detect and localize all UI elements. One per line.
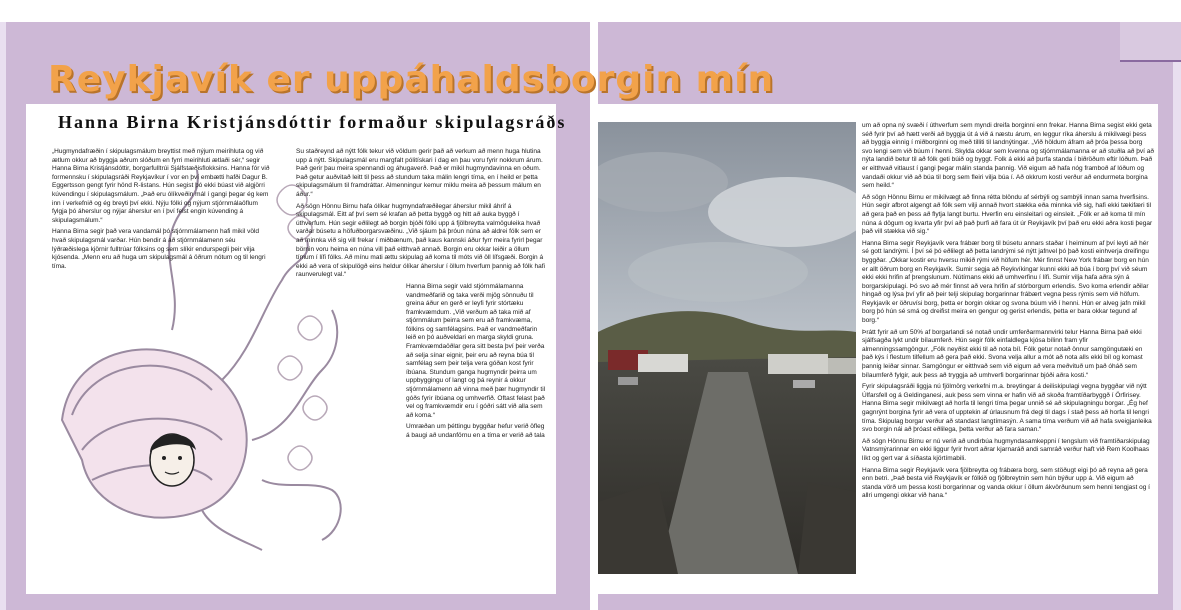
- paragraph: Su staðreynd að nýtt fólk tekur við völdum gerir það að verkum að menn huga hlutina upp á nýtt. Skipulagsmál eru margfalt pólitískari í dag en þau voru fyrir nokkrum árum. Það gerir þau meira spennandi og áhugaverð. Það er mikil hugmyndavinna en oðum. Það getur auðvitað leitt til þess að stundum taka málin lengri tíma, en í heild er þetta skipulagsmálum til framdráttar. Almenningur kemur miklu meira að þessum málum en áður.“: [296, 148, 543, 198]
- text-column-left-1: [52, 148, 274, 298]
- text-column-left-2: [296, 148, 546, 568]
- paragraph: „Hugmyndafræðin í skipulagsmálum breyttist með nýjum meirihluta og við ætlum okkur að byggja aðrum slóðum en fyrri meirihluti ætlaði sér,“ segir Hanna Birna Kristjánsdóttir, borgarfulltrúi Sjálfstæðisflokksins. Hanna fór við formennsku í skipulagsráði Reykjavíkur í vor en því embætti hafði Dagur B. Eggertsson gengt fyrir hönd R-listans. Hún segist þó ekki búast við algjörri kúvendingu í skipulagsmálum. „Það eru ólíkveðin mál í gangi þegar ég kem inn í verkefnið og ég breyti því ekki. Nýju fólki og nýjum stjórnmálaöflum fylgja þó áherslur og nýjar áherslur en í því felst engin kúvending á skipulagsmálum.“: [52, 148, 270, 224]
- paragraph: Hanna Birna segir Reykjavík vera frábær borg til búsetu annars staðar í heiminum af því leyti að hér sé gott landrými. Í því sé þó eðlilegt að þetta landrými sé nýtt jafnvel þó það kosti einhverja dreifingu byggðar. „Okkar kostir eru hversu mikið rými við höfum hér. Mér finnst New York frábær borg en hún er allt öðrum borg en Reykjavík. Sumir segja að Reykvíkingar kunni ekki að búa í borg því við séum ekki ekki hrifin af þrengslunum. Nútímans ekki að umhverfinu í lífi. Sumir vilja hafa aðra sýn á borgarskipulagi. Þó svo að mér finnst að vera hrifin af stórborgum erlendis. Svo koma erlendir aðilar hingað og lýsa því yfir að þeir telji skipulag borgarinnar frábært vegna þess rýmis sem við höfum. Reykjavík er öðruvísi borg, þetta er borgin okkar og svona búum við í henni. Hún er alveg jafn mikil borg þó hún sé smá og dreifist meira en gengur og gerist erlendis, þetta er bara okkar tegund af borg.“: [862, 239, 1149, 325]
- left-edge-strip: [0, 22, 6, 610]
- paragraph: Fyrir skipulagsráði liggja nú fjölmörg verkefni m.a. breytingar á deiliskipulagi vegna byggðar við nýtt Úlfarsfell og á Geldinganesi, auk þess sem vinna er hafin við að skoða framtíðarbyggð í Örfirisey. Hanna Birna segir mikilvægt að horfa til lengri tíma þegar unnið sé að skipulagningu borgar. „Ég hef gagnrýnt borgina fyrir að vera of upptekin af úrlausnum frá degi til dags í stað þess að horfa til lengri tíma. Skipulag borgar verður að standast langtímasýn. A sama tíma verðum við að hafa sveigjanleika svo borgin nái að þróast eðlilega, þetta verður að fara saman.“: [862, 383, 1152, 434]
- text-column-right-1: [862, 122, 1154, 574]
- paragraph: um að opna ný svæði í úthverfum sem myndi dreifa borginni enn frekar. Hanna Birna segist ekki geta séð fyrir því að hætt verði að byggja út á við á næstu árum, en leggur ríka áherslu á mikilvægi þess að byggja einnig í miðborginni og með tilliti til landnýtingar. „Við höldum áfram að þróa þessa borg svo lengi sem við búum í henni. Skylda okkar sem kvenna og stjórnmálamanna er að stuðla að því að nýta landið betur til að fólk geti búið og byggt. Folk á ekki að þurfa standa í biðröðum eftir lóðum. Það er eitthvað vitlaust í gangi þegar málin standa þannig. Við eigum að hafa nóg framboð af lóðum og vandaði okkur við að búa til borg sem fleiri vilja búa í. Að okkrum kosti verður að endurmeta borgina sem heild.“: [862, 122, 1154, 190]
- header-band: [1120, 22, 1181, 62]
- paragraph: Að sögn Hönnu Birnu er mikilvægt að finna rétta blöndu af sérbýli og sambýli innan sama hverfisins. Hún segir afbrot algengt að fólk sem vilji annað hvort stækka eða minnka við sig, hafi ekki tækifæri til að gera það en þess að flytja langt burtu. Hverfin eru einsleitari og einsleit. „Fólk er að koma til mín núna á dögum og kvarta yfir því að það þurfi að fara út úr Reykjavík því það eru ekki aðra kosti þegar það vill stækka við sig.“: [862, 193, 1153, 236]
- paragraph: Að sögn Hönnu Birnu hafa ólíkar hugmyndafræðilegar áherslur mikil áhrif á skipulagsmál. Eitt af því sem sé krafan að þetta byggð og hitt að auka byggð í úthverfum. Hún segir eðlilegt að borgin bjóði fólki upp á fjölbreytta valmöguleika hvað varðar búsetu a höfuðborgarsvæðinu. „Við sjáum þá þróun núna að aldrei fólk sem er að minnka við sig vill frekar í miðbænum, það kaus kannski áður fyrr meira fyrirl þegar börnin voru heima en núna vill það eitthvað annað. Borgin eru okkar leiðir a öllum tímum í lífi fólks. Að mínu mati ættu skipulag að koma til móts við öll lífsgæði. Borgin á ekki að vera of skipulögð eins heldur ólíkar áherslur í öllum hverfum þannig að fólk hafi raunverulegt val.“: [296, 202, 545, 279]
- paragraph: Umræðan um þéttingu byggðar hefur verið öfleg á baugi að undanförnu en a tíma er verið að tala: [406, 423, 545, 439]
- paragraph: Hanna Birna segir vald stjórnmálamanna vandmeðfarið og taka verði mjög sönnuðu til greina áður en gerð er leyfi fyrir stórtæku framkvæmdum. „Við verðum að taka mið af stjórnmálum þeirra sem eru að framkvæma, fólkins og samfélagsins. Það er vandmeðfarin leið en þó auðveldari en marga skyldi gruna. Framkvæmdaöðlar gera sitt besta því þeir verða að selja sínar eignir, þeir eru að reyna búa til samfélag sem þeir telja vera góðan kost fyrir íbúana. Stundum ganga hugmyndir þeirra um uppbyggingu of langt og þá reynir á okkur stjórnmálamenn að vinna með þær hugmyndir til góðs fyrir íbúana og umhverfið. Oftast felast það vel og framkvæmdir eru í góðri sátt við alla sem að koma.“: [406, 282, 546, 419]
- article-headline: Reykjavík er uppáhaldsborgin mín: [48, 59, 775, 100]
- paragraph: Að sögn Hönnu Birnu er nú verið að undirbúa hugmyndasamkeppni í tengslum við framtíðarskipulag Vatnsmýrarinnar en ekki liggur fyrir hvort aðrar kjarnaráð andi samráð verður haft við Rem Koolhaas líkt og gert var á síðasta kjörtímabili.: [862, 437, 1150, 462]
- article-subheading: Hanna Birna Kristjánsdóttir formaður skipulagsráðs: [58, 112, 567, 132]
- right-edge-strip: [1173, 22, 1181, 610]
- suburban-street-photo-icon: [598, 122, 856, 574]
- paragraph: Þrátt fyrir að um 50% af borgarlandi sé notað undir umferðarmannvirki telur Hanna Birna það ekki sjálfsagða lykt undir bílaumferð. Hún segir fólk einfaldlega kjósa bílinn fram yfir almenningssamgöngur. „Fólk neyðist ekki til að nota bíl. Fólk getur notað önnur samgöngutæki en það kýs í flestum tilfellum að gera það ekki. Svona velja allur a mót að nota alls ekki bíl og komast þannig leiðar sinnar. Samgöngur er eitthvað sem við eigum að vera meðvituð um það óháð sem bílaumferð fylgir, auk þess að tryggja að umhverfi borgarinnar bjóði aðra kosti.“: [862, 328, 1143, 379]
- paragraph: Hanna Birna segir það vera vandamál þó stjórnmálamenn hafi mikil völd hvað skipulagsmál varðar. Hún bendir á að stjórnmálamenn séu lýðræðislega kjörnir fulltrúar fólksins og sem slíkir endurspegli þeir vilja kjósenda. „Menn eru að huga um skipulagsmál á öðrum nótum og til lengri tíma.: [52, 228, 266, 270]
- paragraph: Hanna Birna segir Reykjavík vera fjölbreytta og frábæra borg, sem stöðugt eigi þó að reyna að gera enn betri. „Það besta við Reykjavík er fólkið og fjölbreytnin sem hún býður upp á. Við eigum að standa vörð um þessa kosti borgarinnar og vanda okkur í öllum ákvörðunum sem henni tengjast og í allri umgengi okkar við hana.“: [862, 466, 1150, 500]
